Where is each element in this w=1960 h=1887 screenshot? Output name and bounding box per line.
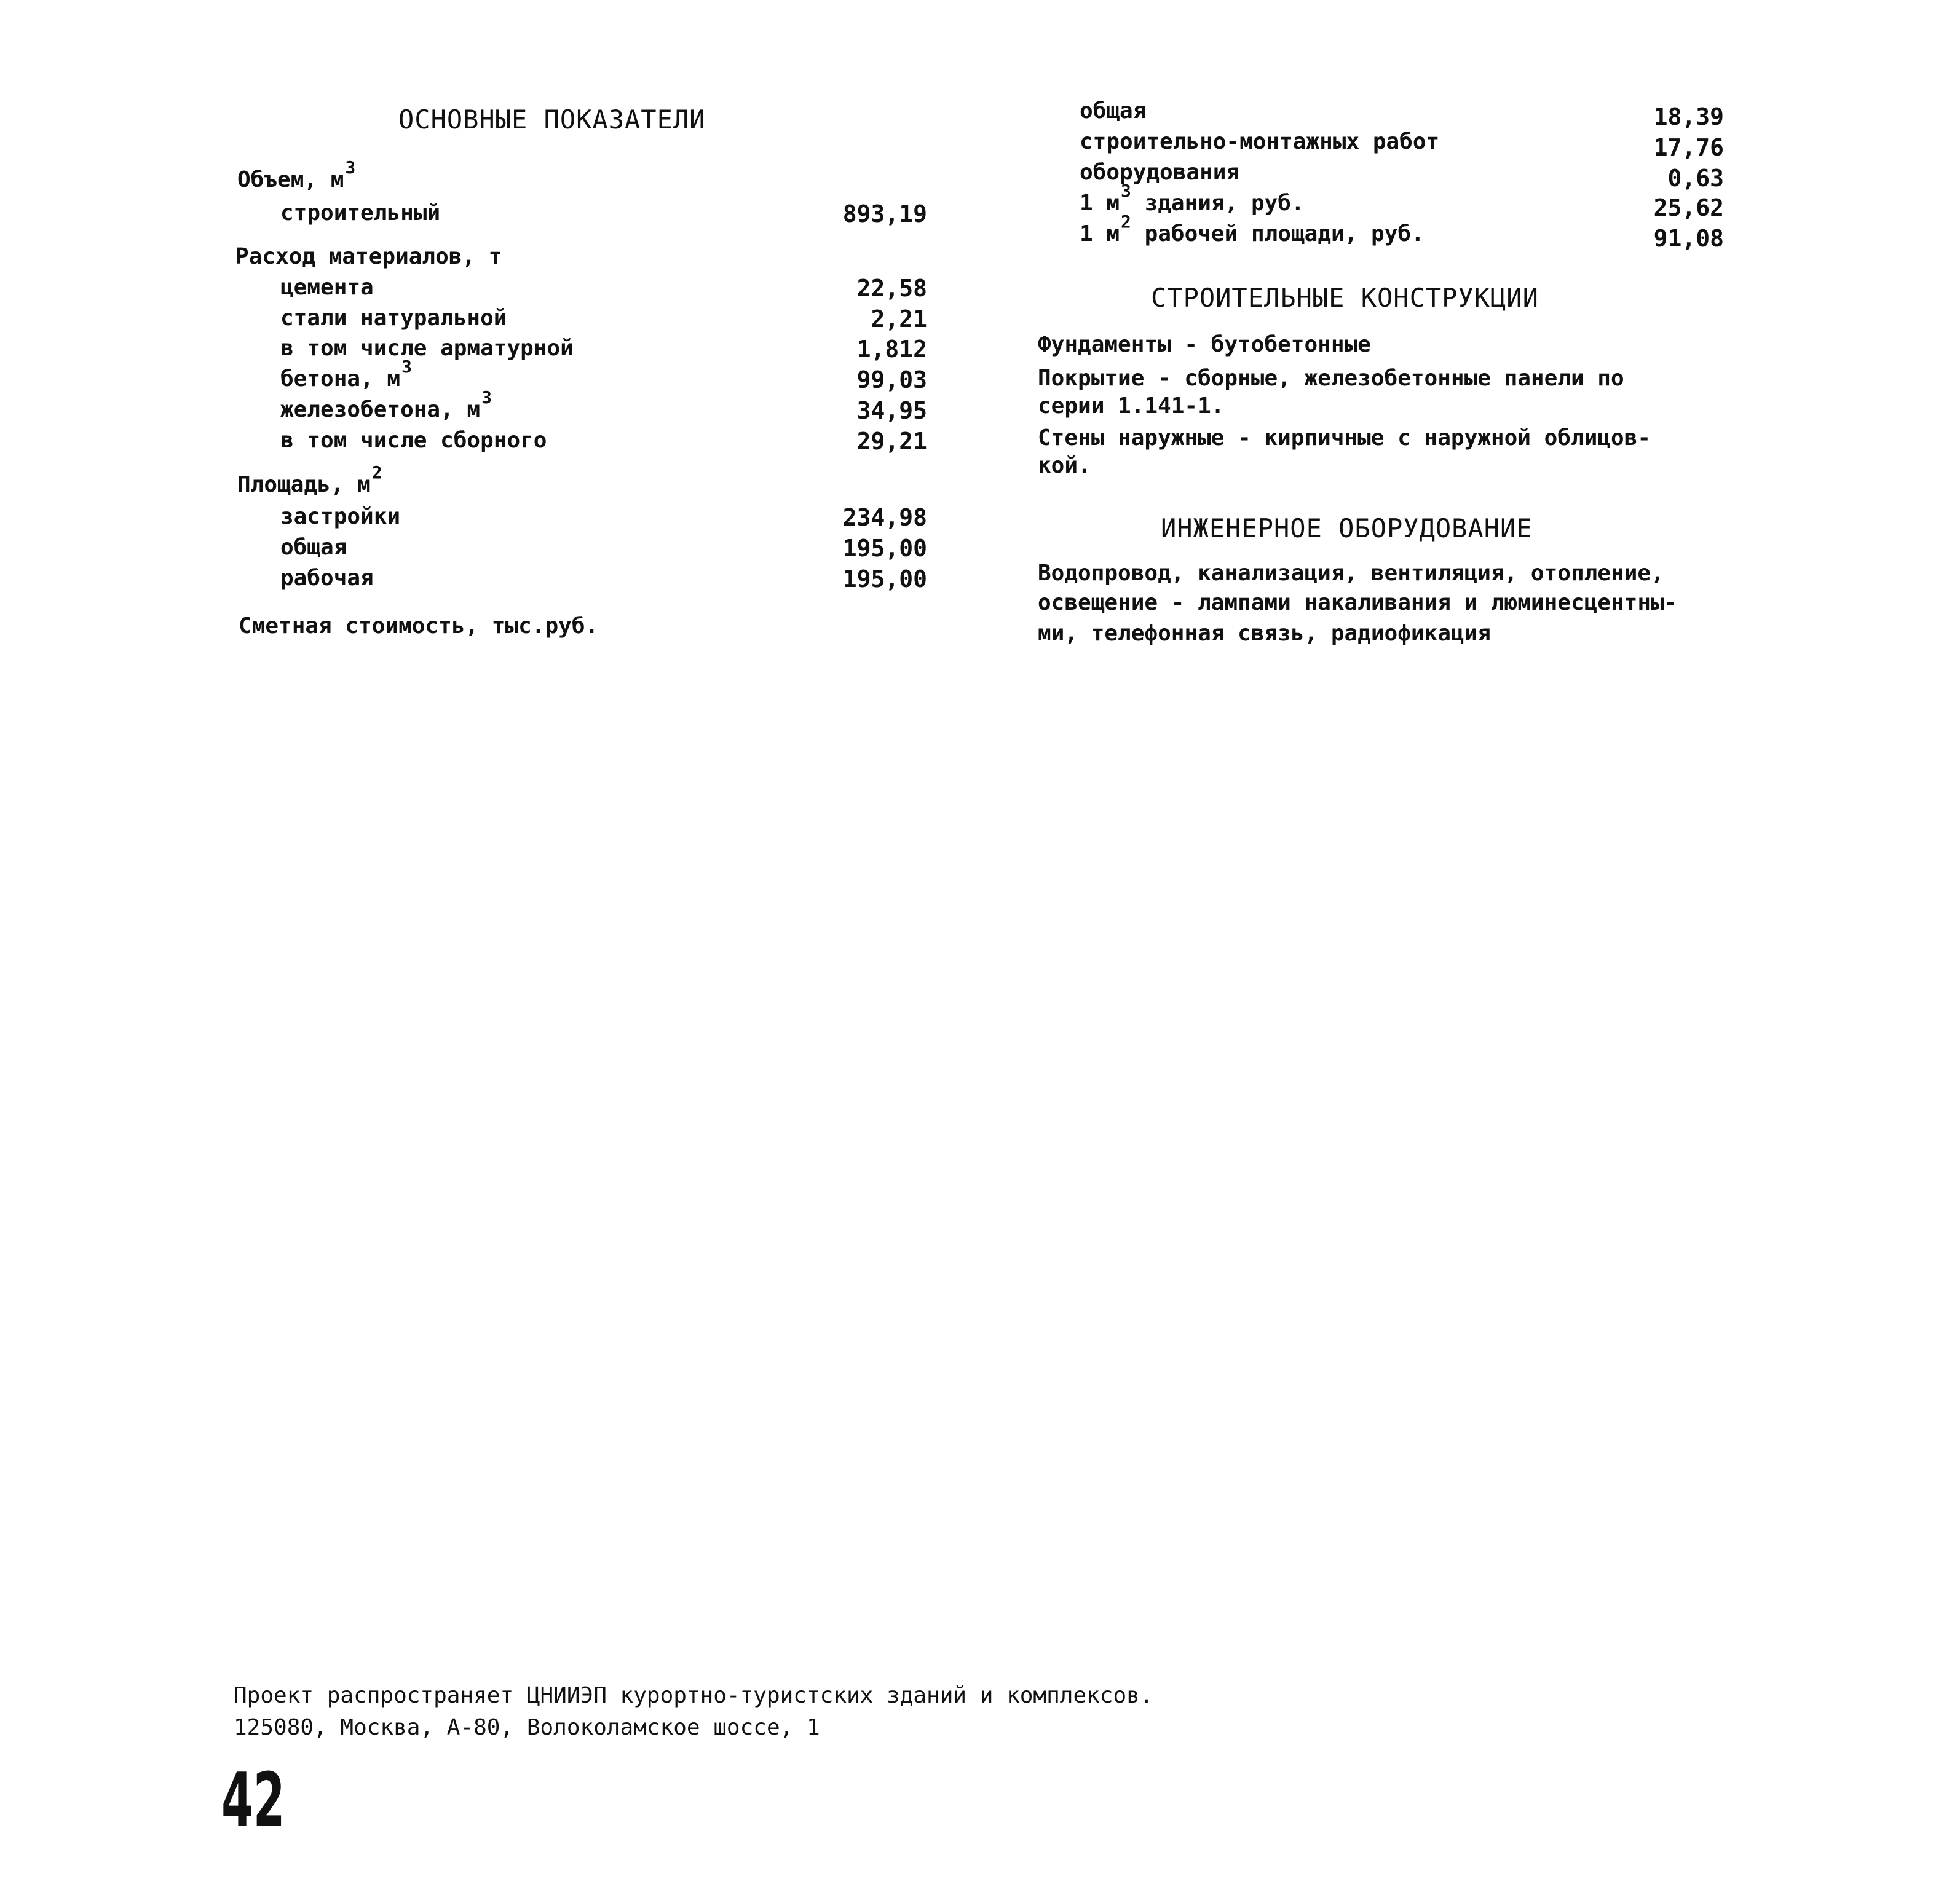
volume-label: Объем, $м^3$	[237, 157, 356, 192]
volume-item-label: строительный	[280, 200, 441, 226]
cost-item-label: общая	[1080, 98, 1147, 124]
constructions-line: Стены наружные - кирпичные с наружной облицов-	[1038, 425, 1651, 451]
main-indicators-title: ОСНОВНЫЕ ПОКАЗАТЕЛИ	[398, 104, 706, 135]
equipment-title: ИНЖЕНЕРНОЕ ОБОРУДОВАНИЕ	[1161, 513, 1533, 543]
area-unit-sup: 2	[371, 462, 382, 483]
constructions-line: кой.	[1038, 453, 1091, 478]
material-item-label: в том числе сборного	[280, 428, 547, 453]
material-item-label: в том числе арматурной	[280, 336, 574, 361]
footer-publisher-line: Проект распространяет ЦНИИЭП курортно-туристских зданий и комплексов.	[234, 1683, 1153, 1708]
materials-label: Расход материалов, т	[235, 244, 502, 269]
cost-item-label: 1 $м^2$ рабочей площади, руб.	[1080, 211, 1425, 246]
constructions-line: Фундаменты - бутобетонные	[1038, 332, 1371, 357]
material-item-value: 2,21	[871, 305, 927, 333]
constructions-title: СТРОИТЕЛЬНЫЕ КОНСТРУКЦИИ	[1151, 283, 1539, 313]
material-item-label: цемента	[280, 275, 374, 300]
area-item-value: 195,00	[842, 565, 927, 593]
equipment-line: Водопровод, канализация, вентиляция, отопление,	[1038, 561, 1664, 586]
cost-item-label: оборудования	[1080, 160, 1240, 185]
equipment-line: освещение - лампами накаливания и люминесцентны-	[1038, 590, 1678, 615]
page-number: 42	[221, 1758, 285, 1843]
estimated-cost-label: Сметная стоимость, тыс.руб.	[239, 613, 599, 639]
footer-address-line: 125080, Москва, А-80, Волоколамское шоссе, 1	[234, 1715, 820, 1740]
area-label: Площадь, $м^2$	[237, 462, 382, 497]
area-item-label: рабочая	[280, 565, 374, 591]
material-item-label: железобетона, $м^3$	[280, 387, 492, 422]
cost-item-value: 91,08	[1653, 225, 1724, 252]
material-item-value: 99,03	[856, 366, 927, 393]
cost-item-value: 0,63	[1667, 165, 1724, 192]
cost-item-value: 17,76	[1653, 134, 1724, 161]
cost-item-value: 25,62	[1653, 194, 1724, 221]
cost-item-value: 18,39	[1653, 103, 1724, 130]
area-item-label: общая	[280, 535, 347, 560]
equipment-line: ми, телефонная связь, радиофикация	[1038, 621, 1491, 646]
volume-item-value: 893,19	[842, 200, 927, 227]
area-item-label: застройки	[280, 504, 401, 529]
material-item-value: 29,21	[856, 428, 927, 455]
material-item-label: стали натуральной	[280, 305, 507, 331]
material-item-label: бетона, $м^3$	[280, 357, 412, 392]
area-item-value: 234,98	[842, 504, 927, 531]
area-item-value: 195,00	[842, 535, 927, 562]
material-item-value: 34,95	[856, 397, 927, 424]
cost-item-label: строительно-монтажных работ	[1080, 129, 1440, 154]
constructions-line: Покрытие - сборные, железобетонные панели по	[1038, 366, 1624, 391]
material-item-value: 22,58	[856, 275, 927, 302]
cost-item-label: 1 $м^3$ здания, руб.	[1080, 181, 1305, 216]
volume-unit-sup: 3	[345, 157, 356, 178]
material-item-value: 1,812	[856, 336, 927, 363]
constructions-line: серии 1.141-1.	[1038, 393, 1225, 419]
